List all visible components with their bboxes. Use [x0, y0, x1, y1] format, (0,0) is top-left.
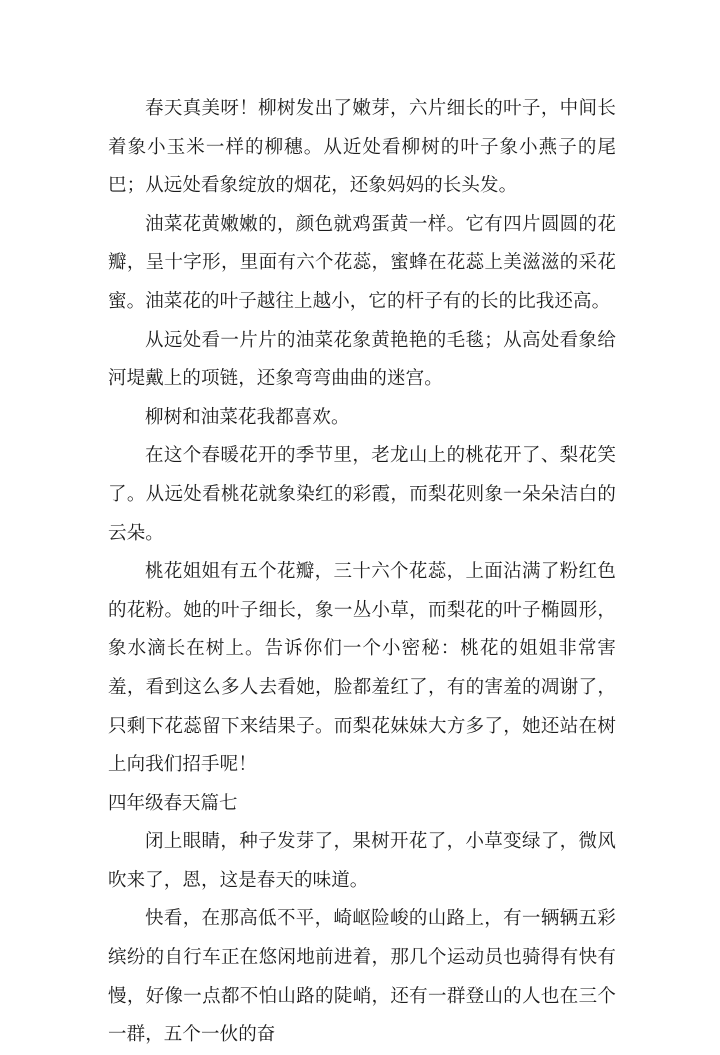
- paragraph-mountain-road: 快看，在那高低不平，崎岖险峻的山路上，有一辆辆五彩缤纷的自行车正在悠闲地前进着，那几个运动员也骑得有快有慢，好像一点都不怕山路的陡峭，还有一群登山的人也在三个一群，五个一伙的奋: [108, 908, 616, 1046]
- paragraph-rapeseed-field: 从远处看一片片的油菜花象黄艳艳的毛毯；从高处看象给河堤戴上的项链，还象弯弯曲曲的迷宫。: [108, 329, 616, 390]
- section-title: 四年级春天篇七: [108, 792, 238, 814]
- document-body: [108, 90, 616, 1055]
- paragraph-willow: 春天真美呀！柳树发出了嫩芽，六片细长的叶子，中间长着象小玉米一样的柳穗。从近处看柳树的叶子象小燕子的尾巴；从远处看象绽放的烟花，还象妈妈的长头发。: [108, 98, 616, 197]
- paragraph-peach-pear: 在这个春暖花开的季节里，老龙山上的桃花开了、梨花笑了。从远处看桃花就象染红的彩霞，而梨花则象一朵朵洁白的云朵。: [108, 445, 616, 544]
- paragraph-likes: 柳树和油菜花我都喜欢。: [145, 406, 350, 428]
- paragraph-spring-taste: 闭上眼睛，种子发芽了，果树开花了，小草变绿了，微风吹来了，恩，这是春天的味道。: [108, 831, 616, 891]
- paragraph-peach-sister: 桃花姐姐有五个花瓣，三十六个花蕊，上面沾满了粉红色的花粉。她的叶子细长，象一丛小草，而梨花的叶子椭圆形，象水滴长在树上。告诉你们一个小密秘：桃花的姐姐非常害羞，看到这么多人去看她，脸都羞红了，有的害羞的凋谢了，只剩下花蕊留下来结果子。而梨花妹妹大方多了，她还站在树上向我们招手呢！: [108, 561, 616, 776]
- paragraph-rapeseed-flower: 油菜花黄嫩嫩的，颜色就鸡蛋黄一样。它有四片圆圆的花瓣，呈十字形，里面有六个花蕊，蜜蜂在花蕊上美滋滋的采花蜜。油菜花的叶子越往上越小，它的杆子有的长的比我还高。: [108, 213, 616, 312]
